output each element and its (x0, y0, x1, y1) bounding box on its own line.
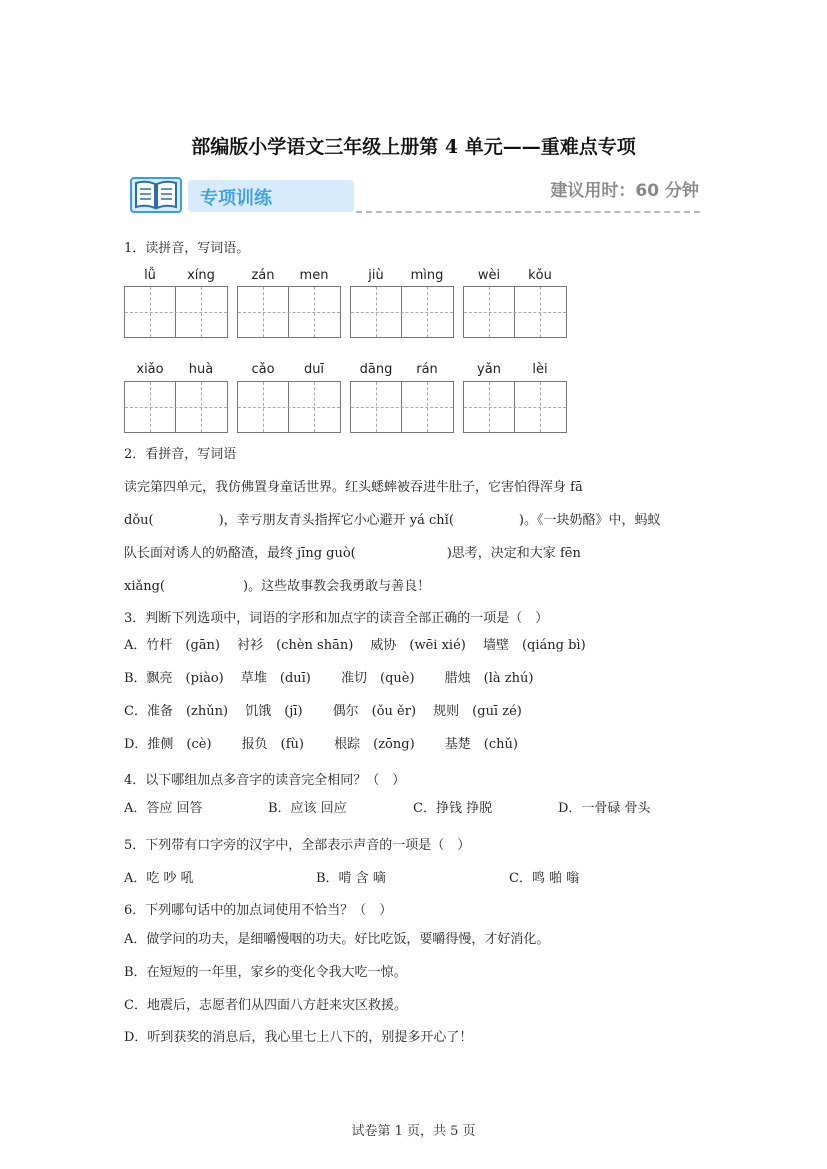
time-hint: 建议用时：60 分钟 (550, 181, 699, 201)
q4-option-a[interactable]: A．答应 回答 (124, 801, 203, 816)
q5-option-c[interactable]: C．鸣 啪 嗡 (509, 871, 580, 886)
pinyin-label: xiǎo (136, 362, 164, 377)
grid-guide-line (125, 312, 227, 313)
grid-guide-line (263, 287, 264, 337)
grid-guide-line (351, 407, 453, 408)
writing-grid[interactable] (350, 381, 454, 433)
q2-line2: dǒu( )，幸亏朋友青头指挥它小心避开 yá chǐ( )。《一块奶酪》中，蚂蚁 (124, 513, 661, 528)
grid-guide-line (125, 407, 227, 408)
pinyin-label: men (299, 268, 329, 283)
q2-heading: 2．看拼音，写词语 (124, 447, 237, 462)
pinyin-label: huà (188, 362, 214, 377)
writing-grid[interactable] (124, 286, 228, 338)
book-icon (130, 175, 182, 215)
q4-option-d[interactable]: D．一骨碌 骨头 (558, 801, 651, 816)
pinyin-label: mìng (410, 268, 444, 283)
q3-option-b[interactable]: B．飘亮 (piào) 草堆 (duī) 准切 (què) 腊烛 (là zhú) (124, 671, 534, 686)
q2-line4: xiǎng( )。这些故事教会我勇敢与善良！ (124, 579, 431, 594)
banner-label: 专项训练 (200, 188, 272, 209)
pinyin-label: jiù (368, 268, 384, 283)
q6-option-a[interactable]: A．做学问的功夫，是细嚼慢咽的功夫。好比吃饭，要嚼得慢，才好消化。 (124, 932, 550, 947)
pinyin-label: lèi (532, 362, 548, 377)
q4-option-c[interactable]: C．挣钱 挣脱 (413, 801, 493, 816)
q5-option-a[interactable]: A．吃 吵 吼 (124, 871, 194, 886)
grid-guide-line (540, 287, 541, 337)
pinyin-label: wèi (477, 268, 501, 283)
grid-guide-line (489, 382, 490, 432)
q6-option-c[interactable]: C．地震后，志愿者们从四面八方赶来灾区救援。 (124, 998, 407, 1013)
pinyin-label: dāng (359, 362, 393, 377)
grid-guide-line (427, 287, 428, 337)
q2-line1: 读完第四单元，我仿佛置身童话世界。红头蟋蟀被吞进牛肚子，它害怕得浑身 fā (124, 480, 583, 495)
writing-grid[interactable] (463, 381, 567, 433)
q3-option-d[interactable]: D．推侧 (cè) 报负 (fù) 根踪 (zōng) 基楚 (chǔ) (124, 737, 518, 752)
writing-grid[interactable] (237, 381, 341, 433)
grid-guide-line (201, 382, 202, 432)
grid-guide-line (314, 287, 315, 337)
pinyin-label: rán (416, 362, 438, 377)
grid-guide-line (238, 407, 340, 408)
grid-guide-line (238, 312, 340, 313)
grid-guide-line (314, 382, 315, 432)
grid-guide-line (464, 407, 566, 408)
page-title: 部编版小学语文三年级上册第 4 单元——重难点专项 (191, 136, 636, 158)
grid-guide-line (150, 287, 151, 337)
q4-heading: 4．以下哪组加点多音字的读音完全相同？（ ） (124, 773, 406, 788)
writing-grid[interactable] (237, 286, 341, 338)
grid-guide-line (376, 287, 377, 337)
pinyin-label: cǎo (251, 362, 275, 377)
writing-grid[interactable] (350, 286, 454, 338)
q2-line3: 队长面对诱人的奶酪渣，最终 jīng guò( )思考，决定和大家 fēn (124, 546, 581, 561)
pinyin-label: kǒu (528, 268, 552, 283)
q1-heading: 1．读拼音，写词语。 (124, 241, 250, 256)
q4-option-b[interactable]: B．应该 回应 (268, 801, 347, 816)
grid-guide-line (489, 287, 490, 337)
writing-grid[interactable] (463, 286, 567, 338)
grid-guide-line (376, 382, 377, 432)
pinyin-label: lǚ (144, 268, 156, 283)
grid-guide-line (540, 382, 541, 432)
grid-guide-line (464, 312, 566, 313)
q6-option-d[interactable]: D．听到获奖的消息后，我心里七上八下的，别提多开心了！ (124, 1030, 473, 1045)
writing-grid[interactable] (124, 381, 228, 433)
q5-option-b[interactable]: B．啃 含 嘀 (316, 871, 386, 886)
grid-guide-line (427, 382, 428, 432)
grid-guide-line (150, 382, 151, 432)
q3-heading: 3．判断下列选项中，词语的字形和加点字的读音全部正确的一项是（ ） (124, 611, 549, 626)
pinyin-label: duī (303, 362, 325, 377)
pinyin-label: zán (251, 268, 275, 283)
grid-guide-line (201, 287, 202, 337)
grid-guide-line (351, 312, 453, 313)
divider (356, 211, 700, 213)
q3-option-c[interactable]: C．准备 (zhǔn) 饥饿 (jī) 偶尔 (ǒu ěr) 规则 (guī zé) (124, 704, 522, 719)
section-banner (188, 180, 354, 212)
q5-heading: 5．下列带有口字旁的汉字中，全部表示声音的一项是（ ） (124, 838, 471, 853)
pinyin-label: yǎn (477, 362, 501, 377)
pinyin-label: xíng (187, 268, 215, 283)
grid-guide-line (263, 382, 264, 432)
q3-option-a[interactable]: A．竹杆 (gān) 衬衫 (chèn shān) 威协 (wēi xié) 墙壁 (qiáng bì) (124, 638, 586, 653)
page-footer: 试卷第 1 页，共 5 页 (351, 1124, 476, 1139)
q6-option-b[interactable]: B．在短短的一年里，家乡的变化令我大吃一惊。 (124, 965, 407, 980)
q6-heading: 6．下列哪句话中的加点词使用不恰当？（ ） (124, 903, 393, 918)
